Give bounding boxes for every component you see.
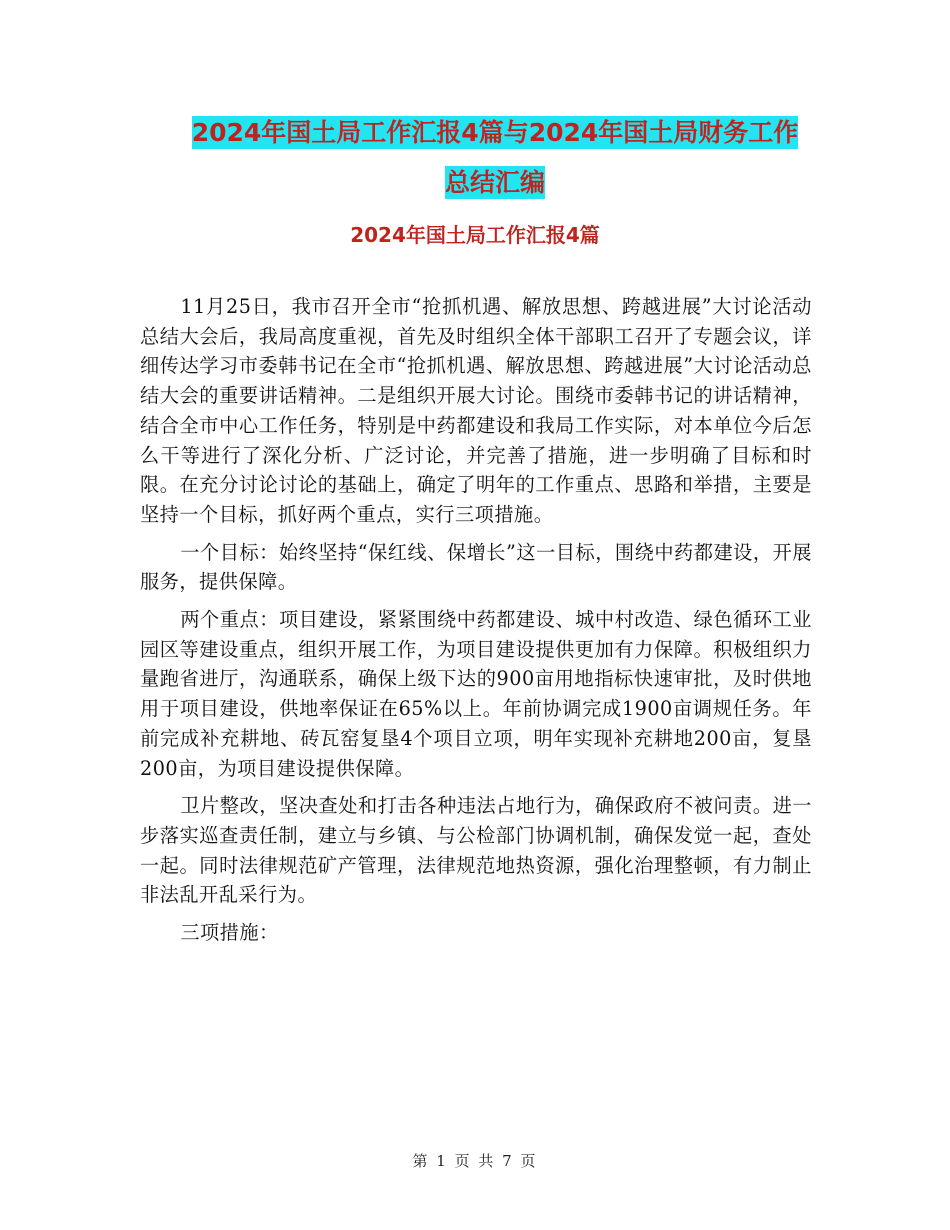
paragraph: 11月25日，我市召开全市“抢抓机遇、解放思想、跨越进展”大讨论活动总结大会后，我局高度重视，首先及时组织全体干部职工召开了专题会议，详细传达学习市委韩书记在全市“抢抓机遇、解放思想、跨越进展”大讨论活动总结大会的重要讲话精神。二是组织开展大讨论。围绕市委韩书记的讲话精神，结合全市中心工作任务，特别是中药都建设和我局工作实际，对本单位今后怎么干等进行了深化分析、广泛讨论，并完善了措施，进一步明确了目标和时限。在充分讨论讨论的基础上，确定了明年的工作重点、思路和举措，主要是坚持一个目标，抓好两个重点，实行三项措施。: [140, 295, 812, 526]
title-line-1: 2024年国土局工作汇报4篇与2024年国土局财务工作: [191, 118, 799, 147]
paragraph: 一个目标：始终坚持“保红线、保增长”这一目标，围绕中药都建设，开展服务，提供保障。: [140, 540, 812, 594]
section-heading: 2024年国土局工作汇报4篇: [350, 223, 600, 247]
paragraph: 卫片整改，坚决查处和打击各种违法占地行为，确保政府不被问责。进一步落实巡查责任制，建立与乡镇、与公检部门协调机制，确保发觉一起，查处一起。同时法律规范矿产管理，法律规范地热资源，强化治理整顿，有力制止非法乱开乱采行为。: [140, 794, 812, 907]
title-line-2: 总结汇编: [444, 168, 545, 197]
paragraph: 两个重点：项目建设，紧紧围绕中药都建设、城中村改造、绿色循环工业园区等建设重点，组织开展工作，为项目建设提供更加有力保障。积极组织力量跑省进厅，沟通联系，确保上级下达的900亩用地指标快速审批，及时供地用于项目建设，供地率保证在65%以上。年前协调完成1900亩调规任务。年前完成补充耕地、砖瓦窑复垦4个项目立项，明年实现补充耕地200亩，复垦200亩，为项目建设提供保障。: [140, 608, 812, 780]
document-title: [140, 108, 850, 208]
body-text: [140, 292, 812, 956]
page-footer: 第 1 页 共 7 页: [412, 1152, 538, 1170]
paragraph: 三项措施：: [180, 921, 279, 945]
